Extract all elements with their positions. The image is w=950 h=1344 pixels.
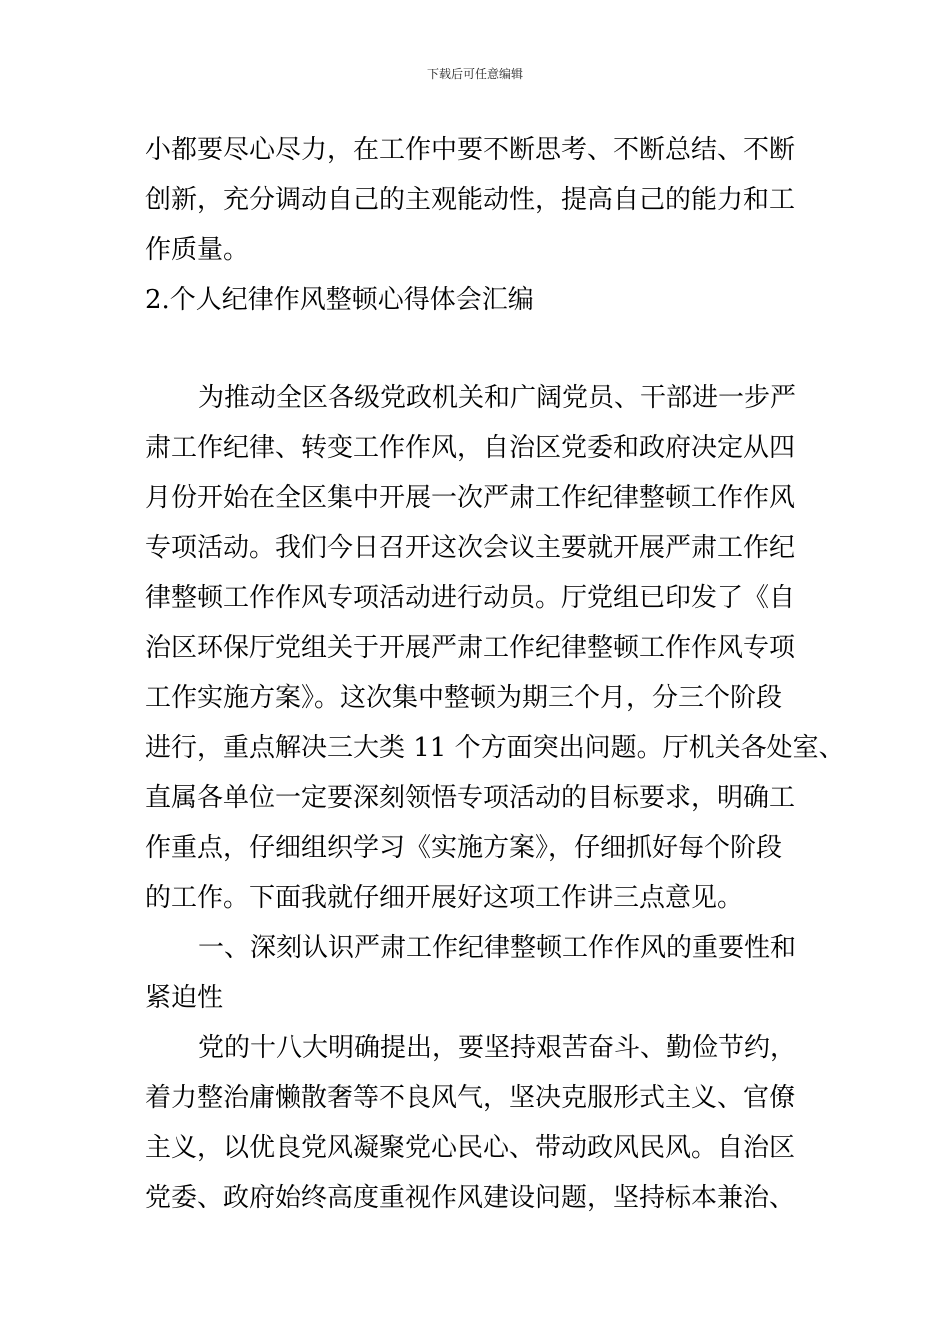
paragraph-line: 小都要尽心尽力，在工作中要不断思考、不断总结、不断: [145, 135, 796, 165]
page-header: 下载后可任意编辑: [426, 67, 523, 81]
paragraph-line: 直属各单位一定要深刻领悟专项活动的目标要求，明确工: [145, 783, 796, 813]
section-heading: 紧迫性: [145, 983, 224, 1013]
paragraph-line: 为推动全区各级党政机关和广阔党员、干部进一步严: [198, 383, 797, 413]
paragraph-line: 主义，以优良党风凝聚党心民心、带动政风民风。自治区: [145, 1133, 796, 1163]
paragraph-line: 月份开始在全区集中开展一次严肃工作纪律整顿工作作风: [145, 483, 796, 513]
paragraph-line: 创新，充分调动自己的主观能动性，提高自己的能力和工: [145, 185, 796, 215]
paragraph-line: 着力整治庸懒散奢等不良风气，坚决克服形式主义、官僚: [145, 1083, 796, 1113]
paragraph-line: 治区环保厅党组关于开展严肃工作纪律整顿工作作风专项: [145, 633, 796, 663]
paragraph-line: 党的十八大明确提出，要坚持艰苦奋斗、勤俭节约，: [198, 1033, 797, 1063]
paragraph-line: 律整顿工作作风专项活动进行动员。厅党组已印发了《自: [145, 583, 796, 613]
paragraph-line: 工作实施方案》。这次集中整顿为期三个月，分三个阶段: [145, 683, 783, 713]
paragraph-line: 的工作。下面我就仔细开展好这项工作讲三点意见。: [145, 883, 744, 913]
section-heading: 一、深刻认识严肃工作纪律整顿工作作风的重要性和: [198, 933, 797, 963]
section-heading: 2.个人纪律作风整顿心得体会汇编: [145, 285, 534, 315]
paragraph-line: 作重点，仔细组织学习《实施方案》，仔细抓好每个阶段: [145, 833, 783, 863]
paragraph-line: 专项活动。我们今日召开这次会议主要就开展严肃工作纪: [145, 533, 796, 563]
paragraph-line: 肃工作纪律、转变工作作风，自治区党委和政府决定从四: [145, 433, 796, 463]
paragraph-line: 进行，重点解决三大类 11 个方面突出问题。厅机关各处室、: [145, 733, 845, 763]
paragraph-line: 党委、政府始终高度重视作风建设问题，坚持标本兼治、: [145, 1183, 796, 1213]
paragraph-line: 作质量。: [145, 235, 250, 265]
